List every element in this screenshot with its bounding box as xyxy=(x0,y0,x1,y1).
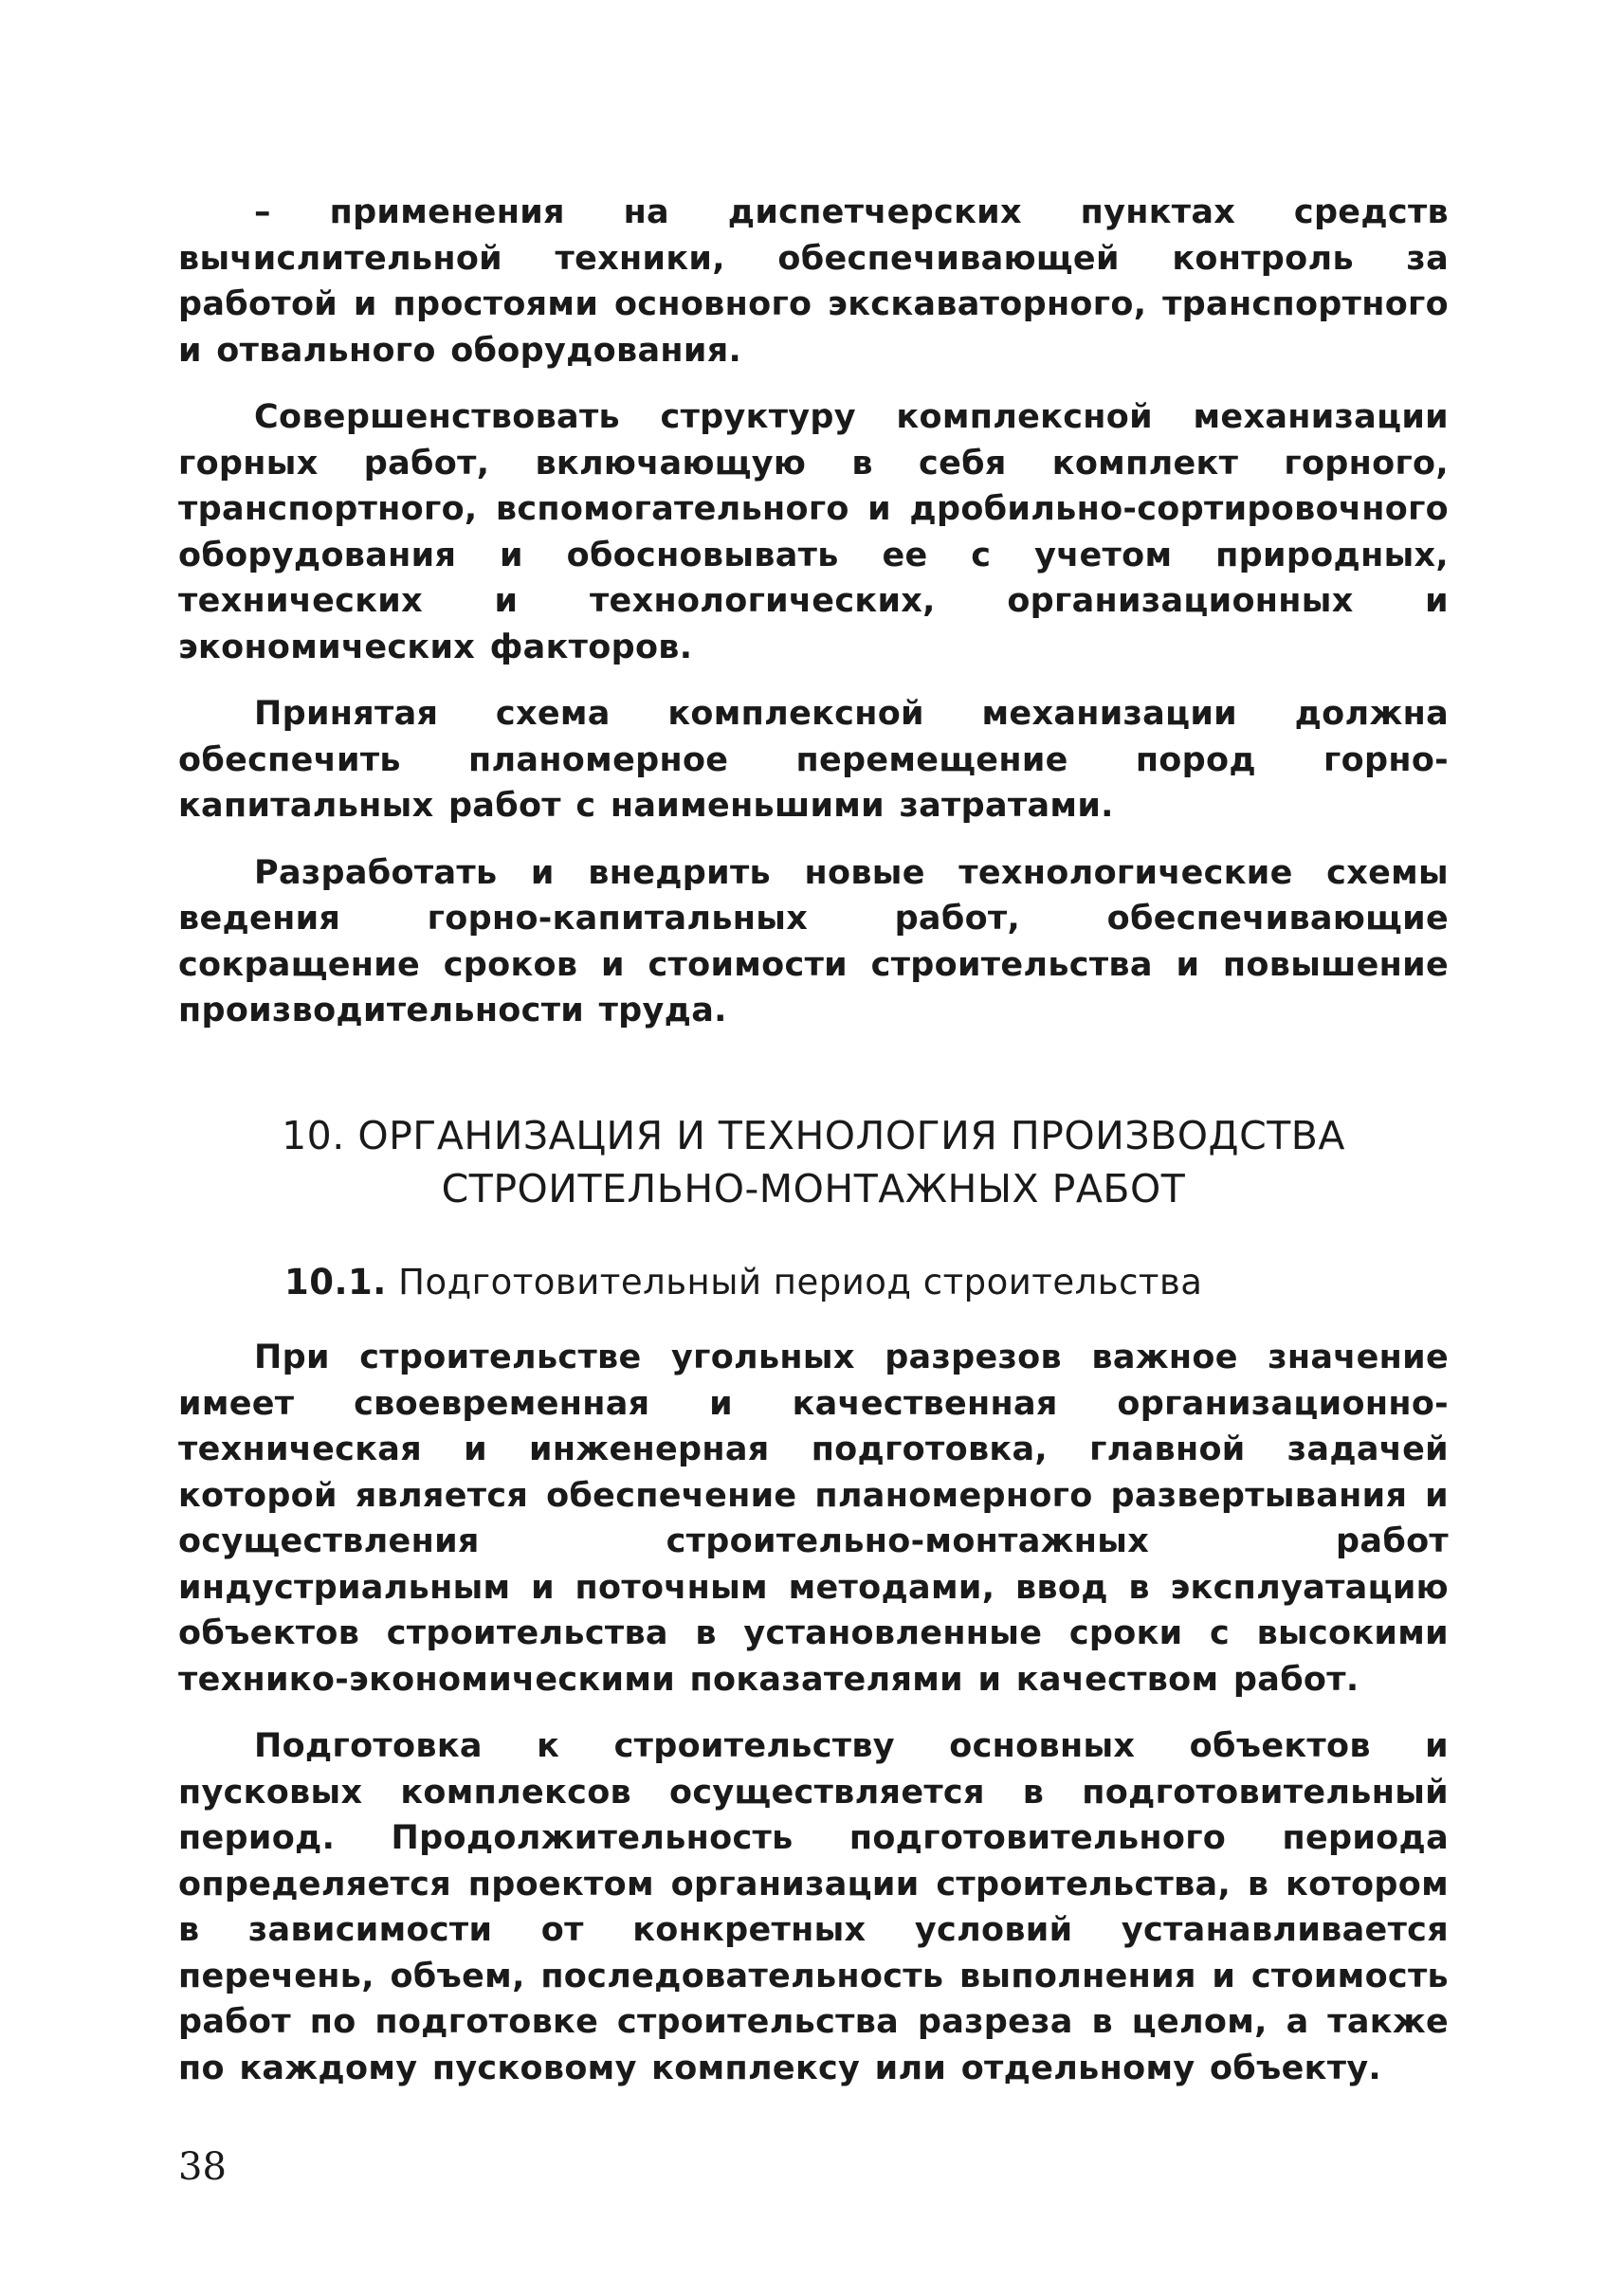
subsection-number: 10.1. xyxy=(284,1262,387,1302)
paragraph-technological-schemes: Разработать и внедрить новые технологические схемы ведения горно-капитальных работ, обеспечивающие сокращение сроков и стоимости строительства и повышение производительности труда. xyxy=(178,853,1449,1029)
section-heading xyxy=(178,1109,1449,1215)
paragraph-mechanization-structure: Совершенствовать структуру комплексной механизации горных работ, включающую в себя комплект горного, транспортного, вспомогательного и дробильно-сортировочного оборудования и обосновывать ее с учетом природных, технических и технологических, организационных и экономических факторов. xyxy=(178,398,1449,666)
bottom-text-block xyxy=(178,1335,1449,2112)
paragraph-preparation-importance: При строительстве угольных разрезов важное значение имеет своевременная и качественная организационно-техническая и инженерная подготовка, главной задачей которой является обеспечение планомерного развертывания и осуществления строительно-монтажных работ индустриальным и поточным методами, ввод в эксплуатацию объектов строительства в установленные сроки с высокими технико-экономическими показателями и качеством работ. xyxy=(178,1339,1449,1699)
section-heading-line1: 10. ОРГАНИЗАЦИЯ И ТЕХНОЛОГИЯ ПРОИЗВОДСТВА xyxy=(282,1113,1345,1158)
subsection-heading xyxy=(284,1259,1202,1306)
paragraph-preparation-period: Подготовка к строительству основных объектов и пусковых комплексов осуществляется в подготовительный период. Продолжительность подготовительного периода определяется проектом организации строительства, в котором в зависимости от конкретных условий устанавливается перечень, объем, последовательность выполнения и стоимость работ по подготовке строительства разреза в целом, а также по каждому пусковому комплексу или отдельному объекту. xyxy=(178,1727,1449,2087)
section-heading-line2: СТРОИТЕЛЬНО-МОНТАЖНЫХ РАБОТ xyxy=(441,1166,1186,1211)
paragraph-mechanization-scheme: Принятая схема комплексной механизации должна обеспечить планомерное перемещение пород горно-капитальных работ с наименьшими затратами. xyxy=(178,695,1449,825)
page-number: 38 xyxy=(178,2145,227,2189)
paragraph-dispatch-computing: – применения на диспетчерских пунктах средств вычислительной техники, обеспечивающей контроль за работой и простоями основного экскаваторного, транспортного и отвального оборудования. xyxy=(178,193,1449,370)
subsection-title: Подготовительный период строительства xyxy=(398,1262,1203,1302)
top-text-block xyxy=(178,190,1449,1055)
